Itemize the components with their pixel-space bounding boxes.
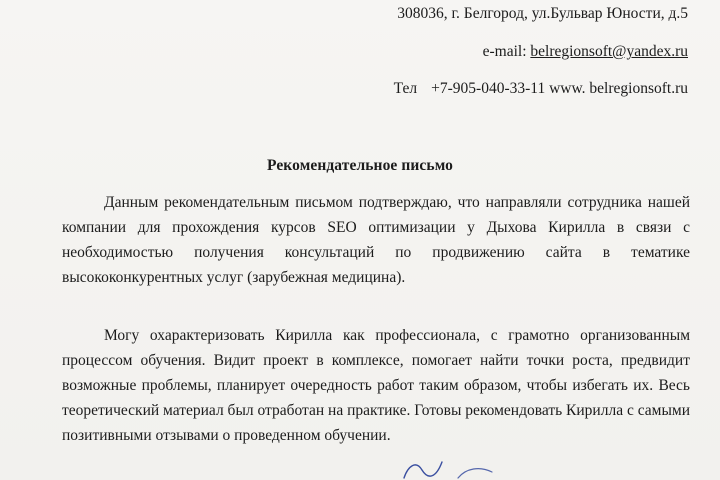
email-label: e-mail: xyxy=(482,43,527,60)
letterhead-email-line xyxy=(483,43,688,61)
letterhead-contacts-line xyxy=(394,80,688,98)
letter-paragraph-2: Могу охарактеризовать Кирилла как профессионала, с грамотно организованным процессом обучения. Видит проект в комплексе, помогает найти точки роста, предвидит возможные проблемы, планирует очередность работ таким образом, чтобы избегать их. Весь теоретический материал был отработан на практике. Готовы рекомендовать Кирилла с самыми позитивными отзывами о проведенном обучении. xyxy=(62,327,690,444)
website-text: www. belregionsoft.ru xyxy=(549,80,688,97)
phone-number: +7-905-040-33-11 xyxy=(431,80,546,97)
signature-mark xyxy=(396,448,526,480)
email-link[interactable]: belregionsoft@yandex.ru xyxy=(530,43,688,60)
phone-label: Тел xyxy=(393,80,418,97)
letter-title: Рекомендательное письмо xyxy=(266,157,454,174)
letter-paragraph-1: Данным рекомендательным письмом подтверждаю, что направляли сотрудника нашей компании для прохождения курсов SEO оптимизации у Дыхова Кирилла в связи с необходимостью получения консультаций по продвижению сайта в тематике высококонкурентных услуг (зарубежная медицина). xyxy=(62,194,690,286)
letterhead-address: 308036, г. Белгород, ул.Бульвар Юности, д.5 xyxy=(397,5,688,22)
